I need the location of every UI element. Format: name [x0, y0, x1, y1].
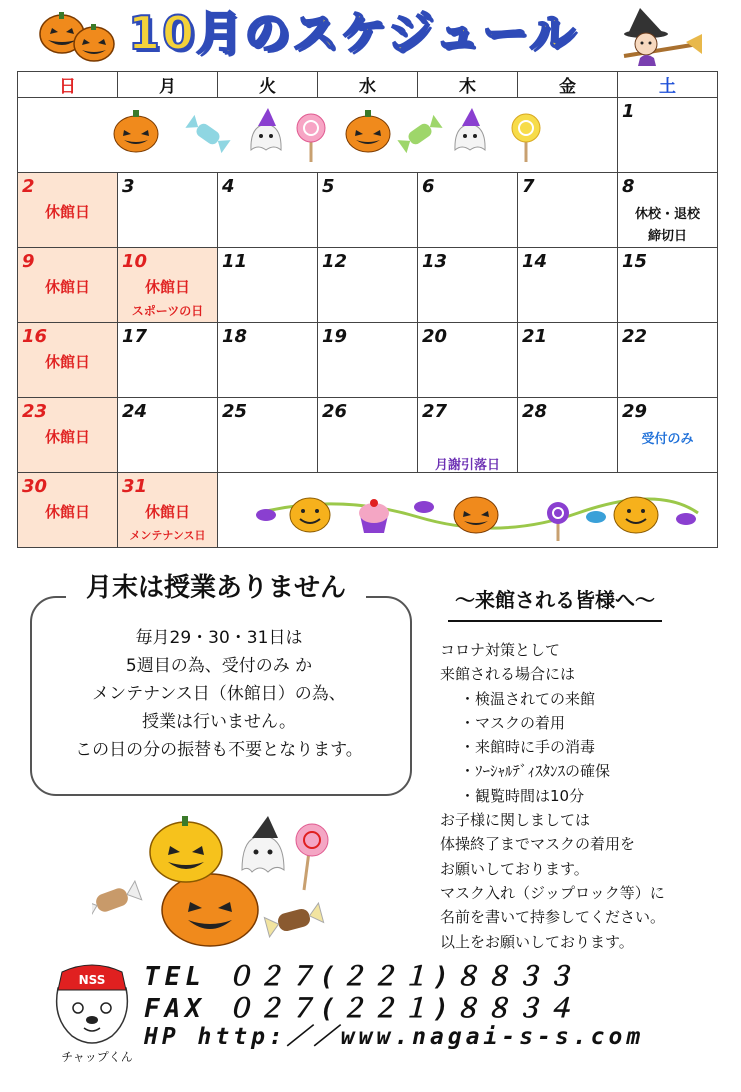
day-cell-23 — [18, 398, 118, 473]
visitor-child-line: 体操終了までマスクの着用を — [440, 835, 636, 854]
day-cell-27 — [418, 398, 518, 473]
notice-line: 5週目の為、受付のみ か — [125, 656, 313, 676]
day-number: 29 — [622, 401, 648, 422]
day-cell-26 — [318, 398, 418, 473]
day-number: 18 — [222, 326, 248, 347]
visitor-intro-line: コロナ対策として — [440, 641, 561, 659]
day-cell-14 — [518, 248, 618, 323]
day-cell-22 — [618, 323, 718, 398]
day-cell-29 — [618, 398, 718, 473]
day-number: 17 — [122, 326, 148, 347]
day-cell-2 — [18, 173, 118, 248]
day-cell-30 — [18, 473, 118, 548]
weekday-header-row — [18, 72, 718, 98]
day-number: 21 — [522, 326, 548, 347]
deadline-note: 締切日 — [647, 229, 687, 244]
contact-tel: TEL ０２７(２２１)８８３３ — [144, 962, 578, 992]
day-cell-16 — [18, 323, 118, 398]
halloween-candy-row-icon — [18, 98, 618, 172]
day-cell-12 — [318, 248, 418, 323]
closed-label: 休館日 — [44, 203, 90, 221]
day-cell-24 — [118, 398, 218, 473]
visitor-child-line: お願いしております。 — [440, 859, 589, 878]
day-cell-1 — [618, 98, 718, 173]
tuition-debit-note: 月謝引落日 — [434, 458, 500, 473]
weekday-wed: 水 — [318, 72, 418, 98]
day-cell-20 — [418, 323, 518, 398]
notice-title: 月末は授業ありません — [66, 566, 366, 610]
day-number: 11 — [222, 251, 248, 272]
day-number: 4 — [222, 176, 235, 197]
visitor-rule-item: ・観覧時間は10分 — [460, 786, 585, 805]
visitor-child-line: お子様に関しましては — [440, 811, 591, 830]
visitor-rule-item: ・来館時に手の消毒 — [460, 738, 596, 757]
day-cell-17 — [118, 323, 218, 398]
closed-label: 休館日 — [144, 503, 190, 521]
visitor-rule-item: ・検温されての来館 — [460, 689, 596, 708]
withdrawal-deadline-note: 休校・退校 — [634, 207, 700, 222]
day-cell-3 — [118, 173, 218, 248]
weekday-sun: 日 — [18, 72, 118, 98]
notice-line: この日の分の振替も不要となります。 — [75, 740, 363, 760]
day-number: 22 — [622, 326, 648, 347]
day-number: 19 — [322, 326, 348, 347]
calendar-week-2 — [18, 173, 718, 248]
day-number: 5 — [322, 176, 335, 197]
notice-line: メンテナンス日（休館日）の為、 — [92, 684, 346, 704]
day-cell-31 — [118, 473, 218, 548]
weekday-fri: 金 — [518, 72, 618, 98]
closed-label: 休館日 — [44, 503, 90, 521]
day-cell-19 — [318, 323, 418, 398]
day-number: 31 — [122, 476, 148, 497]
visitor-mask-line: 名前を書いて持参してください。 — [440, 908, 666, 927]
contact-fax: FAX ０２７(２２１)８８３４ — [144, 994, 578, 1024]
weekday-mon: 月 — [118, 72, 218, 98]
day-number: 7 — [522, 176, 535, 197]
halloween-decoration-cell — [18, 98, 618, 173]
notice-text — [32, 624, 406, 764]
day-number: 14 — [522, 251, 548, 272]
closed-label: 休館日 — [44, 278, 90, 296]
day-number: 10 — [122, 251, 148, 272]
visitor-info-body — [440, 638, 730, 954]
halloween-garland-icon — [218, 473, 718, 547]
day-number: 9 — [22, 251, 35, 272]
page-title: 10月のスケジュール — [128, 6, 578, 60]
day-cell-21 — [518, 323, 618, 398]
visitor-info-title: ～来館される皆様へ～ — [448, 580, 662, 622]
day-number: 16 — [22, 326, 48, 347]
calendar-week-4 — [18, 323, 718, 398]
day-number: 12 — [322, 251, 348, 272]
day-cell-4 — [218, 173, 318, 248]
closed-label: 休館日 — [144, 278, 190, 296]
calendar-week-5 — [18, 398, 718, 473]
witch-on-broom-icon — [618, 4, 704, 68]
day-cell-8 — [618, 173, 718, 248]
day-cell-10 — [118, 248, 218, 323]
day-number: 20 — [422, 326, 448, 347]
day-number: 6 — [422, 176, 435, 197]
calendar-week-1 — [18, 98, 718, 173]
day-number: 1 — [622, 101, 635, 122]
pumpkin-pair-icon — [36, 6, 120, 66]
mascot-name: チャップくん — [61, 1050, 133, 1064]
day-cell-5 — [318, 173, 418, 248]
calendar — [17, 71, 718, 548]
day-cell-15 — [618, 248, 718, 323]
holiday-note: スポーツの日 — [131, 304, 204, 318]
day-number: 24 — [122, 401, 148, 422]
mascot-chap-kun-icon — [44, 958, 140, 1050]
day-cell-25 — [218, 398, 318, 473]
halloween-garland-cell — [218, 473, 718, 548]
notice-line: 授業は行いません。 — [141, 712, 297, 732]
mascot-badge: NSS — [78, 973, 106, 987]
maintenance-note: メンテナンス日 — [129, 529, 206, 542]
reception-only-note: 受付のみ — [641, 432, 694, 447]
closed-label: 休館日 — [44, 353, 90, 371]
weekday-sat: 土 — [618, 72, 718, 98]
contact-homepage-link[interactable]: HP http:／／www.nagai-s-s.com — [144, 1024, 645, 1050]
weekday-thu: 木 — [418, 72, 518, 98]
day-number: 26 — [322, 401, 348, 422]
calendar-week-3 — [18, 248, 718, 323]
day-number: 30 — [22, 476, 48, 497]
day-cell-9 — [18, 248, 118, 323]
day-number: 15 — [622, 251, 648, 272]
visitor-intro-line: 来館される場合には — [440, 665, 576, 684]
weekday-tue: 火 — [218, 72, 318, 98]
day-number: 13 — [422, 251, 448, 272]
day-cell-18 — [218, 323, 318, 398]
day-number: 25 — [222, 401, 248, 422]
day-cell-28 — [518, 398, 618, 473]
visitor-rule-item: ・ｿｰｼｬﾙﾃﾞｨｽﾀﾝｽの確保 — [460, 762, 611, 781]
day-number: 8 — [622, 176, 635, 197]
day-cell-13 — [418, 248, 518, 323]
day-number: 2 — [22, 176, 35, 197]
visitor-rule-item: ・マスクの着用 — [460, 713, 566, 732]
day-number: 28 — [522, 401, 548, 422]
day-cell-7 — [518, 173, 618, 248]
visitor-closing-line: 以上をお願いしております。 — [440, 932, 634, 951]
day-number: 27 — [422, 401, 448, 422]
day-number: 23 — [22, 401, 48, 422]
day-number: 3 — [122, 176, 135, 197]
closed-label: 休館日 — [44, 428, 90, 446]
visitor-mask-line: マスク入れ（ジップロック等）に — [440, 883, 665, 902]
notice-line: 毎月29・30・31日は — [135, 628, 303, 648]
day-cell-11 — [218, 248, 318, 323]
day-cell-6 — [418, 173, 518, 248]
halloween-pumpkins-illustration-icon — [92, 810, 342, 950]
calendar-week-6 — [18, 473, 718, 548]
